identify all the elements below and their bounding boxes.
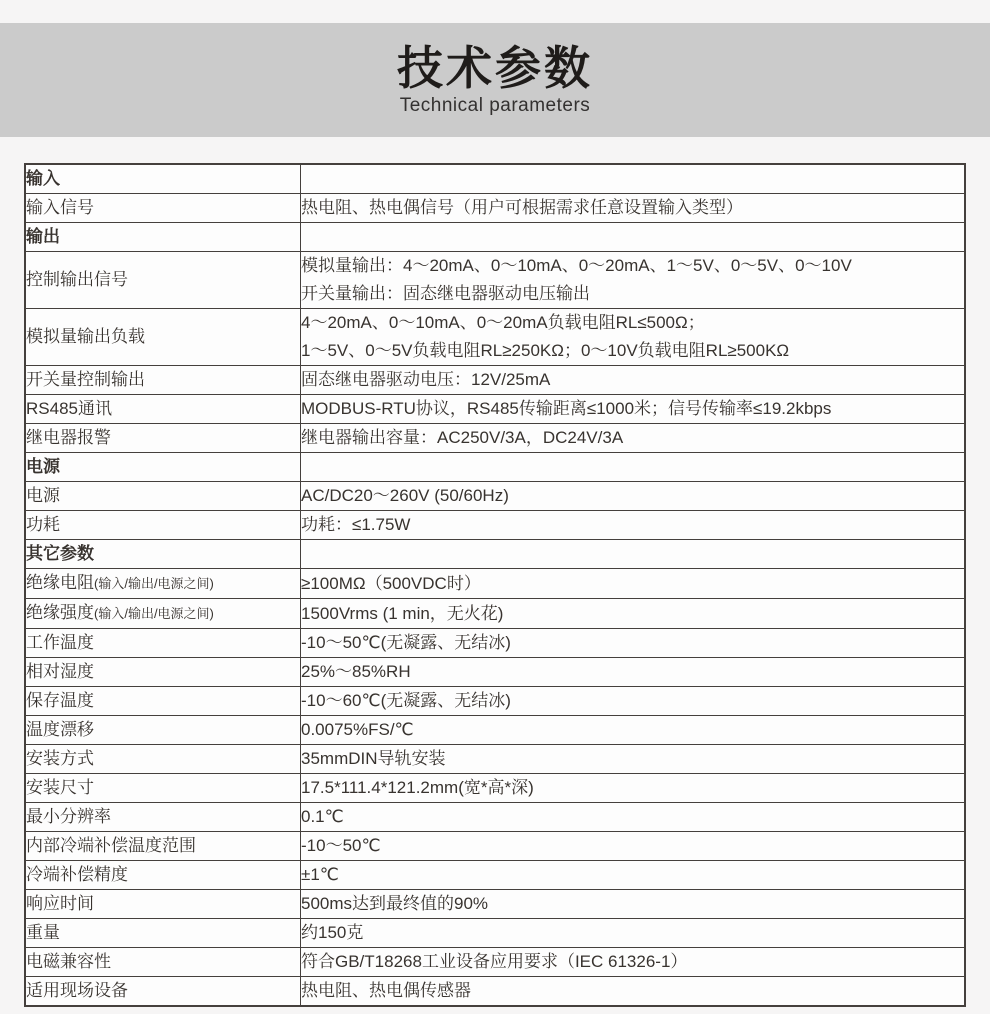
table-row <box>25 252 965 309</box>
table-row <box>25 395 965 424</box>
param-value: AC/DC20～260V (50/60Hz) <box>301 482 966 511</box>
param-value: -10～50℃ <box>301 832 966 861</box>
param-value <box>301 309 966 366</box>
param-label-text: 绝缘电阻 <box>26 573 94 592</box>
param-label-note: (输入/输出/电源之间) <box>94 576 214 591</box>
table-row <box>25 629 965 658</box>
param-value <box>301 453 966 482</box>
param-label-text: 安装方式 <box>26 749 94 768</box>
param-value: 继电器输出容量：AC250V/3A，DC24V/3A <box>301 424 966 453</box>
param-value <box>301 164 966 194</box>
table-row <box>25 803 965 832</box>
param-value: 0.0075%FS/℃ <box>301 716 966 745</box>
section-row <box>25 453 965 482</box>
param-label <box>25 687 301 716</box>
param-value-line: 模拟量输出：4～20mA、0～10mA、0～20mA、1～5V、0～5V、0～10V <box>301 256 852 275</box>
param-label-text: 安装尺寸 <box>26 778 94 797</box>
param-label-text: 功耗 <box>26 515 60 534</box>
header-band <box>0 23 990 137</box>
param-label <box>25 861 301 890</box>
table-row <box>25 832 965 861</box>
param-value <box>301 540 966 569</box>
param-label <box>25 890 301 919</box>
param-label <box>25 194 301 223</box>
param-label <box>25 629 301 658</box>
param-label <box>25 599 301 629</box>
param-label-text: 输入信号 <box>26 198 94 217</box>
param-value: 符合GB/T18268工业设备应用要求（IEC 61326-1） <box>301 948 966 977</box>
param-label-text: 重量 <box>26 923 60 942</box>
param-label-text: 适用现场设备 <box>26 981 128 1000</box>
param-value: MODBUS-RTU协议，RS485传输距离≤1000米；信号传输率≤19.2kbps <box>301 395 966 424</box>
param-label <box>25 424 301 453</box>
param-label-text: 模拟量输出负载 <box>26 327 145 346</box>
param-label-text: 其它参数 <box>26 544 94 563</box>
param-label <box>25 745 301 774</box>
param-label <box>25 658 301 687</box>
param-label <box>25 977 301 1007</box>
param-label-text: 电磁兼容性 <box>26 952 111 971</box>
param-value-line: 开关量输出：固态继电器驱动电压输出 <box>301 284 590 303</box>
param-value: ≥100MΩ（500VDC时） <box>301 569 966 599</box>
param-value: 25%～85%RH <box>301 658 966 687</box>
param-value: 35mmDIN导轨安装 <box>301 745 966 774</box>
param-label <box>25 395 301 424</box>
section-row <box>25 540 965 569</box>
param-label-text: 电源 <box>26 457 60 476</box>
param-label-text: 输入 <box>26 169 60 188</box>
param-label <box>25 774 301 803</box>
section-row <box>25 223 965 252</box>
param-label <box>25 482 301 511</box>
param-value: -10～50℃(无凝露、无结冰) <box>301 629 966 658</box>
param-label <box>25 366 301 395</box>
param-value-line: 4～20mA、0～10mA、0～20mA负载电阻RL≤500Ω； <box>301 313 705 332</box>
param-value: 固态继电器驱动电压：12V/25mA <box>301 366 966 395</box>
table-row <box>25 687 965 716</box>
param-label-text: 内部冷端补偿温度范围 <box>26 836 196 855</box>
param-label <box>25 511 301 540</box>
param-label-text: 工作温度 <box>26 633 94 652</box>
table-row <box>25 890 965 919</box>
param-value: -10～60℃(无凝露、无结冰) <box>301 687 966 716</box>
param-label <box>25 919 301 948</box>
table-row <box>25 511 965 540</box>
spec-table-body <box>25 164 965 1006</box>
table-row <box>25 309 965 366</box>
table-row <box>25 366 965 395</box>
param-label-text: 绝缘强度 <box>26 603 94 622</box>
param-label <box>25 569 301 599</box>
table-row <box>25 774 965 803</box>
table-row <box>25 716 965 745</box>
param-value-line: 1～5V、0～5V负载电阻RL≥250KΩ；0～10V负载电阻RL≥500KΩ <box>301 341 790 360</box>
table-row <box>25 977 965 1007</box>
param-label <box>25 803 301 832</box>
spec-table <box>24 163 966 1007</box>
param-value: 热电阻、热电偶传感器 <box>301 977 966 1007</box>
page-title: 技术参数 <box>397 42 593 94</box>
param-value: 17.5*111.4*121.2mm(宽*高*深) <box>301 774 966 803</box>
table-row <box>25 948 965 977</box>
param-label-text: 温度漂移 <box>26 720 94 739</box>
param-value: 500ms达到最终值的90% <box>301 890 966 919</box>
param-value: 0.1℃ <box>301 803 966 832</box>
param-label <box>25 223 301 252</box>
param-value <box>301 252 966 309</box>
param-value <box>301 223 966 252</box>
table-row <box>25 861 965 890</box>
param-value: ±1℃ <box>301 861 966 890</box>
table-row <box>25 569 965 599</box>
table-row <box>25 599 965 629</box>
param-label <box>25 453 301 482</box>
param-label-text: 控制输出信号 <box>26 270 128 289</box>
param-label <box>25 164 301 194</box>
param-label <box>25 832 301 861</box>
param-label-text: 电源 <box>26 486 60 505</box>
table-row <box>25 658 965 687</box>
param-label-text: 保存温度 <box>26 691 94 710</box>
param-value: 约150克 <box>301 919 966 948</box>
param-label <box>25 252 301 309</box>
param-value: 功耗：≤1.75W <box>301 511 966 540</box>
param-label-text: 响应时间 <box>26 894 94 913</box>
param-label <box>25 948 301 977</box>
param-label-text: 冷端补偿精度 <box>26 865 128 884</box>
param-label <box>25 540 301 569</box>
table-row <box>25 194 965 223</box>
param-value: 热电阻、热电偶信号（用户可根据需求任意设置输入类型） <box>301 194 966 223</box>
param-label-text: 输出 <box>26 227 60 246</box>
section-row <box>25 164 965 194</box>
table-row <box>25 745 965 774</box>
page-subtitle: Technical parameters <box>399 95 591 116</box>
param-label <box>25 309 301 366</box>
param-label-text: 开关量控制输出 <box>26 370 145 389</box>
table-row <box>25 482 965 511</box>
param-label-note: (输入/输出/电源之间) <box>94 606 214 621</box>
param-label <box>25 716 301 745</box>
table-row <box>25 919 965 948</box>
param-value: 1500Vrms (1 min，无火花) <box>301 599 966 629</box>
param-label-text: 相对湿度 <box>26 662 94 681</box>
param-label-text: 继电器报警 <box>26 428 111 447</box>
param-label-text: RS485通讯 <box>26 399 112 418</box>
table-row <box>25 424 965 453</box>
param-label-text: 最小分辨率 <box>26 807 111 826</box>
